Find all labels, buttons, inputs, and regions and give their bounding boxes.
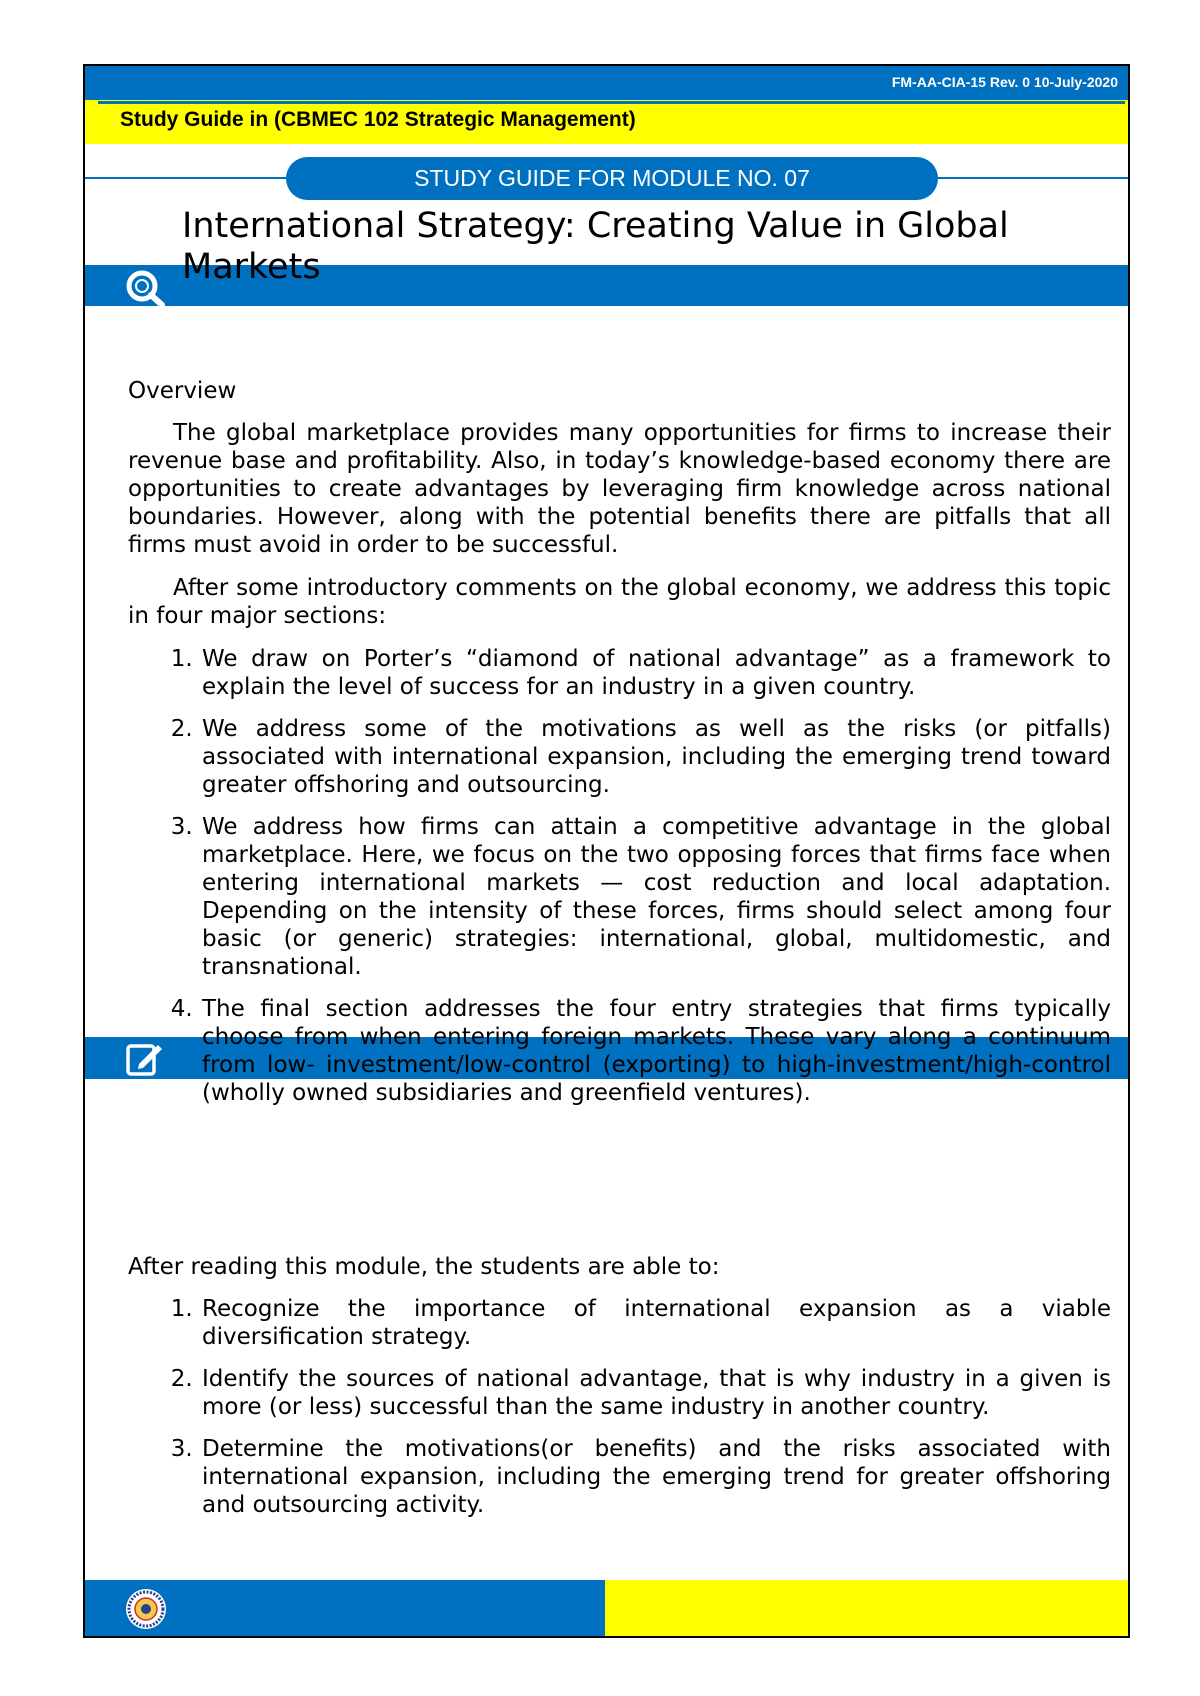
list-item: 1. Recognize the importance of international expansion as a viable diversification strategy. xyxy=(200,1295,1111,1351)
university-seal-icon xyxy=(125,1588,167,1630)
form-code: FM-AA-CIA-15 Rev. 0 10-July-2020 xyxy=(891,74,1118,90)
overview-paragraph: The global marketplace provides many opportunities for firms to increase their revenue base and profitability. Also, in today’s knowledge-based economy there are opportunities to create advantages by leveraging firm knowledge across national boundaries. However, along with the potential benefits there are pitfalls that all firms must avoid in order to be successful. xyxy=(128,420,1111,558)
overview-paragraph: After some introductory comments on the global economy, we address this topic in four major sections: xyxy=(128,575,1111,629)
list-item: 1. We draw on Porter’s “diamond of national advantage” as a framework to explain the level of success for an industry in a given country. xyxy=(200,645,1111,701)
search-icon xyxy=(122,268,168,308)
list-item: 3. We address how firms can attain a competitive advantage in the global marketplace. Here, we focus on the two opposing forces that firms face when entering international markets — cost reduction and local adaptation. Depending on the intensity of these forces, firms should select among four basic (or generic) strategies: international, global, multidomestic, and transnational. xyxy=(200,813,1111,981)
outcomes-list xyxy=(128,1295,1111,1519)
list-item: 3. Determine the motivations(or benefits) and the risks associated with international expansion, including the emerging trend for greater offshoring and outsourcing activity. xyxy=(200,1435,1111,1519)
learning-outcomes-section xyxy=(128,1253,1111,1533)
list-item: 4. The final section addresses the four entry strategies that firms typically choose from when entering foreign markets. These vary along a continuum from low- investment/low-control (exporting) to high-investment/high-control (wholly owned subsidiaries and greenfield ventures). xyxy=(200,995,1111,1107)
overview-section xyxy=(128,377,1111,1121)
module-title: International Strategy: Creating Value in Global Markets xyxy=(182,206,1009,287)
footer-yellow-bar xyxy=(605,1580,1128,1636)
list-item: 2. We address some of the motivations as well as the risks (or pitfalls) associated with international expansion, including the emerging trend toward greater offshoring and outsourcing. xyxy=(200,715,1111,799)
banner-accent-line xyxy=(98,101,1125,104)
module-number-label: STUDY GUIDE FOR MODULE NO. 07 xyxy=(286,157,938,200)
outcomes-intro: After reading this module, the students are able to: xyxy=(128,1254,720,1280)
study-guide-title: Study Guide in (CBMEC 102 Strategic Management) xyxy=(120,108,636,131)
list-item: 2. Identify the sources of national advantage, that is why industry in a given is more (or less) successful than the same industry in another country. xyxy=(200,1365,1111,1421)
overview-heading: Overview xyxy=(128,378,237,404)
sections-list xyxy=(128,645,1111,1107)
